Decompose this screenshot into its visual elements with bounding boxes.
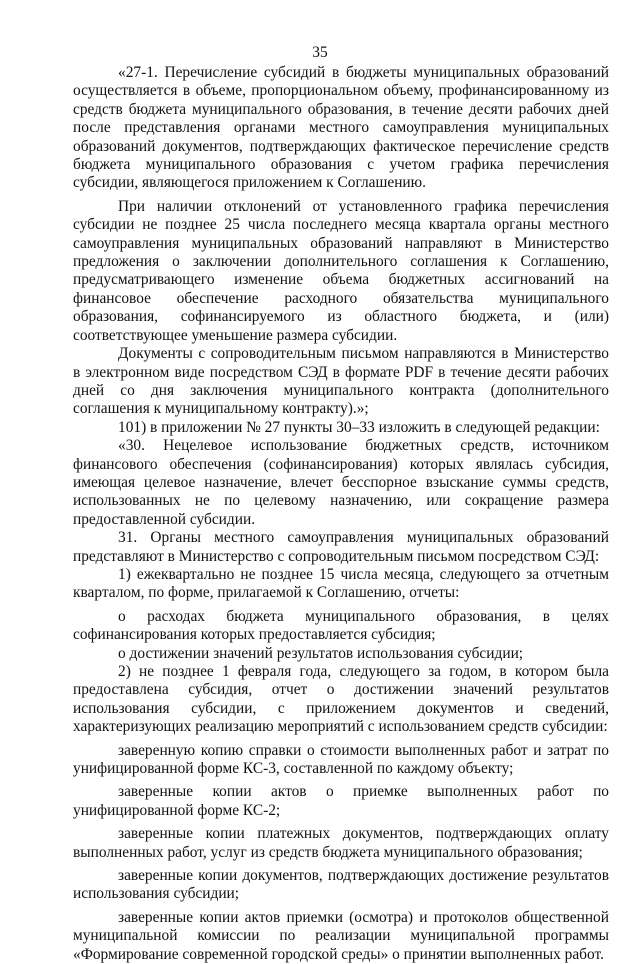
paragraph-amendment-101: 101) в приложении № 27 пункты 30–33 изложить в следующей редакции: bbox=[118, 418, 600, 436]
paragraph-ks2-copies: заверенные копии актов о приемке выполненных работ по унифицированной форме КС-2; bbox=[73, 783, 609, 819]
paragraph-30: «30. Нецелевое использование бюджетных средств, источником финансового обеспечения (софинансирования) которых являлась субсидия, имеющая целевое назначение, влечет бесспорное взыскание суммы средств, использованных не по целевому назначению, или сокращение размера предоставленной субсидии. bbox=[73, 437, 609, 528]
paragraph-results-report: о достижении значений результатов использования субсидии; bbox=[118, 644, 524, 662]
paragraph-31-item-1: 1) ежеквартально не позднее 15 числа месяца, следующего за отчетным кварталом, по форме, прилагаемой к Соглашению, отчеты: bbox=[73, 565, 609, 602]
paragraph-expenses-report: о расходах бюджета муниципального образования, в целях софинансирования которых предоставляется субсидия; bbox=[73, 607, 609, 644]
paragraph-31-item-2: 2) не позднее 1 февраля года, следующего за годом, в котором была предоставлена субсидия, отчет о достижении значений результатов использования субсидии, с приложением документов и сведений, характеризующих реализацию мероприятий с использованием средств субсидии: bbox=[73, 663, 609, 736]
paragraph-ks3-copy: заверенную копию справки о стоимости выполненных работ и затрат по унифицированной форме КС-3, составленной по каждому объекту; bbox=[73, 741, 609, 778]
document-body bbox=[73, 64, 609, 964]
paragraph-acceptance-acts: заверенные копии актов приемки (осмотра) и протоколов общественной муниципальной комиссии по реализации муниципальной программы «Формирование современной городской среды» о принятии выполненных работ. bbox=[73, 908, 609, 963]
page-number: 35 bbox=[312, 44, 328, 61]
paragraph-documents-submission: Документы с сопроводительным письмом направляются в Министерство в электронном виде посредством СЭД в формате PDF в течение десяти рабочих дней со дня заключения муниципального контракта (дополнительного соглашения к муниципальному контракту).»; bbox=[73, 345, 609, 418]
paragraph-27-1: «27-1. Перечисление субсидий в бюджеты муниципальных образований осуществляется в объеме, пропорциональном объему, профинансированному из средств бюджета муниципального образования, в течение десяти рабочих дней после представления органами местного самоуправления муниципальных образований документов, подтверждающих фактическое перечисление средств бюджета муниципального образования с учетом графика перечисления субсидии, являющегося приложением к Соглашению. bbox=[73, 64, 609, 192]
paragraph-schedule-deviation: При наличии отклонений от установленного графика перечисления субсидии не позднее 25 числа последнего месяца квартала органы местного самоуправления муниципальных образований направляют в Министерство предложения о заключении дополнительного соглашения к Соглашению, предусматривающего изменение объема бюджетных ассигнований на финансовое обеспечение расходного обязательства муниципального образования, софинансируемого из областного бюджета, и (или) соответствующее уменьшение размера субсидии. bbox=[73, 197, 609, 344]
paragraph-31: 31. Органы местного самоуправления муниципальных образований представляют в Министерство с сопроводительным письмом посредством СЭД: bbox=[73, 529, 609, 565]
paragraph-payment-copies: заверенные копии платежных документов, подтверждающих оплату выполненных работ, услуг из средств бюджета муниципального образования; bbox=[73, 825, 609, 861]
paragraph-results-copies: заверенные копии документов, подтверждающих достижение результатов использования субсидии; bbox=[73, 867, 609, 903]
